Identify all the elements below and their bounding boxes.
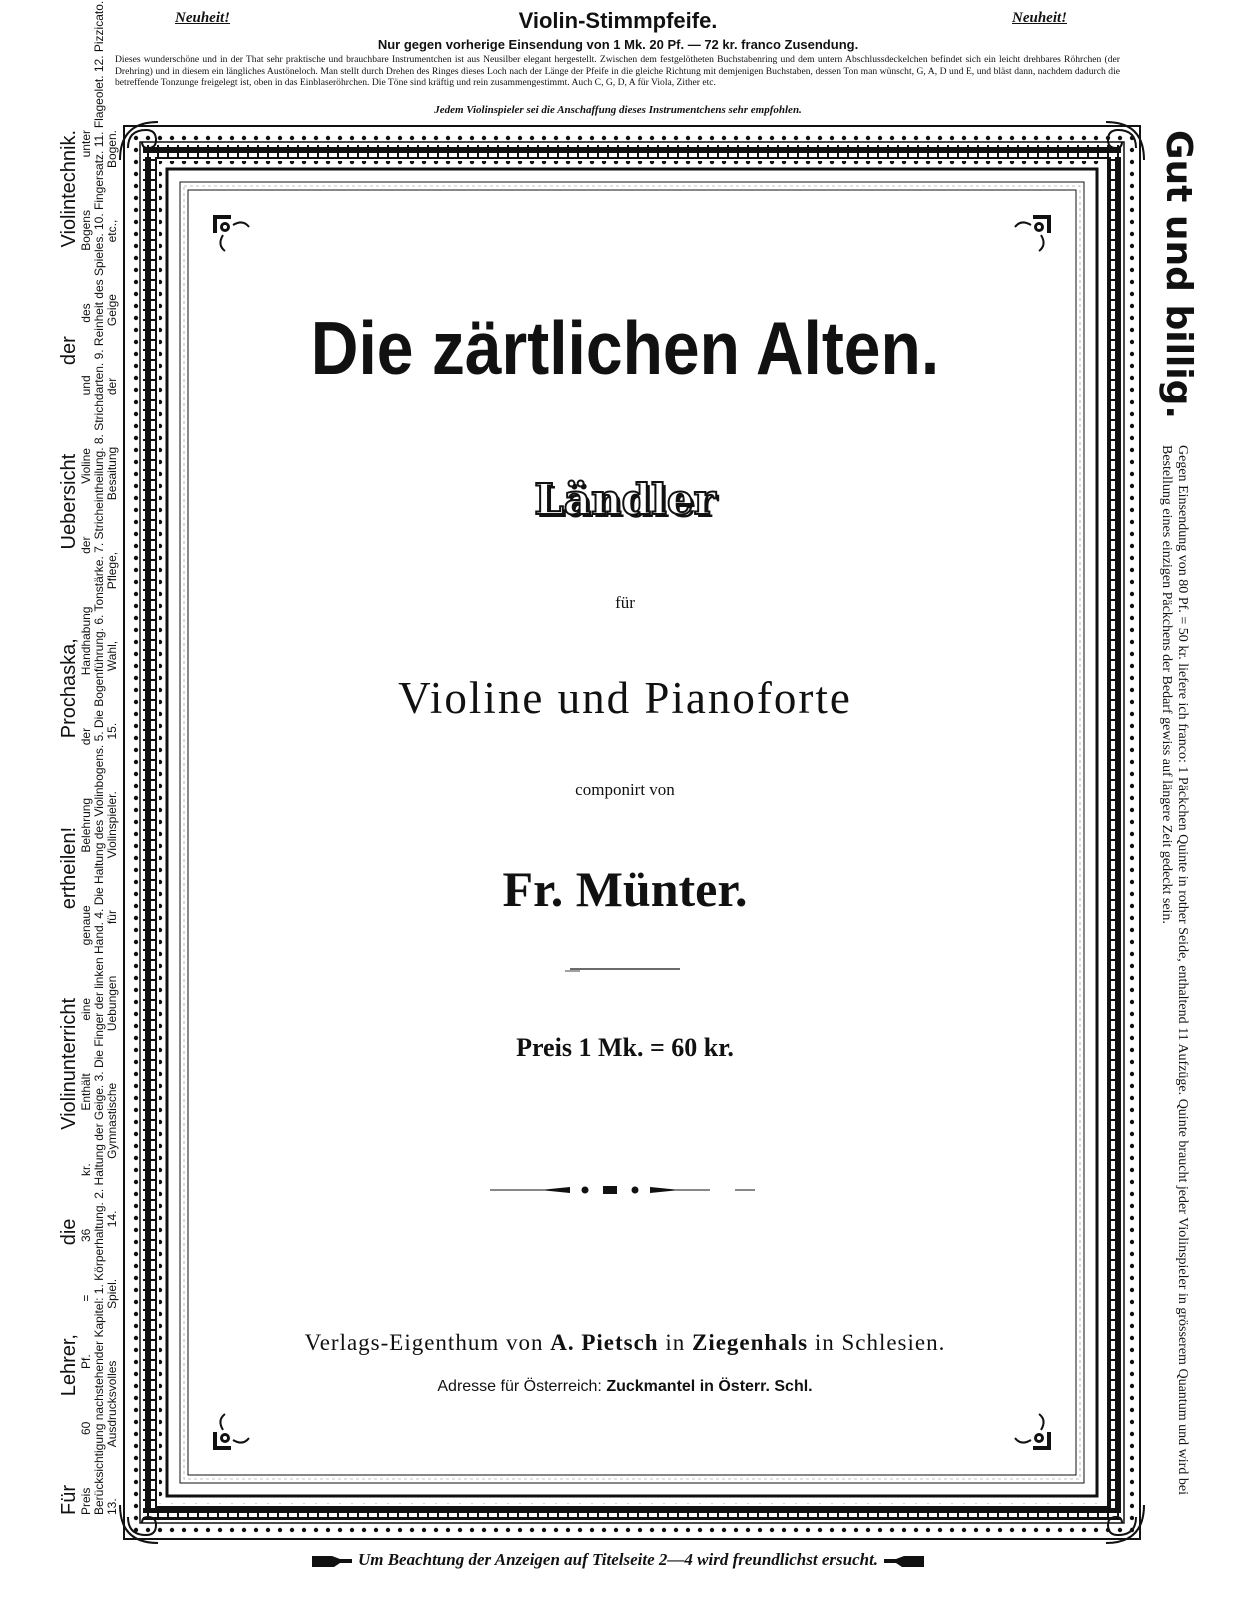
left-ad-line: 13. Ausdrucksvolles Spiel. 14. Gymnastische Uebungen für Violinspieler. 15. Wahl, Pflege, Besaitung der Geige etc., Bogen. <box>105 130 119 1515</box>
divider-rule <box>560 965 685 973</box>
ad-price-line: Nur gegen vorherige Einsendung von 1 Mk. 20 Pf. — 72 kr. franco Zusendung. <box>377 37 859 52</box>
right-ad-headline: Gut und billig. <box>1158 130 1199 420</box>
for-label: für <box>615 593 635 612</box>
publisher-city: Ziegenhals <box>691 1330 809 1355</box>
publisher-line <box>180 1330 1070 1356</box>
bottom-notice-text: Um Beachtung der Anzeigen auf Titelseite 2—4 wird freundlichst ersucht. <box>357 1550 879 1569</box>
ornamental-divider <box>485 1182 760 1198</box>
publisher-region: in Schlesien. <box>814 1330 946 1355</box>
publisher-in: in <box>665 1330 686 1355</box>
left-ad-line: Berücksichtigung nachstehender Kapitel: 1. Körperhaltung. 2. Haltung der Geige. 3. Die Finger der linken Hand. 4. Die Haltung des Violinbogens. 5. Die Bogenführung. 6. Tonstärke. 7. Stricheintheilung. 8. Strichdarten. 9. Reinheit des Spieles. 10. Fingersatz. 11. Flageolet. 12. Pizzicato. <box>92 0 106 1515</box>
left-ad-headline: Für Lehrer, die Violinunterricht ertheilen! Prochaska, Uebersicht der Violintechnik. <box>58 130 80 1515</box>
left-side-advertisement <box>58 0 120 1515</box>
right-ad-body: Gegen Einsendung von 80 Pf. = 50 kr. liefere ich franco: 1 Päckchen Quinte in rother Seide, enthaltend 11 Aufzüge. Quinte braucht jeder Violinspieler in grösserem Quantum und wird bei Bestellung eines einzigen Päckchens der Bedarf gewiss auf längere Zeit gedeckt sein. <box>1159 445 1190 1495</box>
novelty-badge-left: Neuheit! <box>175 10 231 26</box>
ad-recommendation: Jedem Violinspieler sei die Anschaffung dieses Instrumentchens sehr empfohlen. <box>434 104 802 116</box>
address-value: Zuckmantel in Österr. Schl. <box>606 1378 813 1395</box>
cover-subtitle: Ländler <box>534 475 716 524</box>
pointing-hand-icon <box>310 1552 354 1570</box>
instrumentation: Violine und Pianoforte <box>398 673 852 723</box>
composer-name: Fr. Münter. <box>502 861 748 917</box>
pointing-hand-icon <box>882 1552 926 1570</box>
ad-title: Violin-Stimmpfeife. <box>518 8 718 33</box>
address-label: Adresse für Österreich: <box>437 1378 602 1395</box>
ad-description: Dieses wunderschöne und in der That sehr praktische und brauchbare Instrumentchen ist aus Neusilber elegant hergestellt. Zwischen dem festgelötheten Buchstabenring und dem untern Abschlussdeckelchen befindet sich ein leicht drehbares Röhrchen (der Drehring) und in diesem ein längliches Austöneloch. Man stellt durch Drehen des Ringes dieses Loch nach der Länge der Pfeife in die gleiche Richtung mit demjenigen Buchstaben, dessen Ton man wünscht, G, A, D und E, und bläst dann, nachdem dadurch die betreffende Tonzunge freigelegt ist, oben in das Einblaseröhrchen. Die Töne sind kräftig und rein zusammengestimmt. Auch C, G, D, A für Viola, Zither etc. <box>115 54 1120 88</box>
top-advertisement <box>0 0 1236 125</box>
cover-title: Die zärtlichen Alten. <box>310 306 940 390</box>
composed-by-label: componirt von <box>575 780 675 799</box>
publisher-prefix: Verlags-Eigenthum von <box>304 1330 544 1355</box>
bottom-notice <box>0 1550 1236 1570</box>
novelty-badge-right: Neuheit! <box>1012 10 1068 26</box>
price: Preis 1 Mk. = 60 kr. <box>516 1033 734 1062</box>
publisher-name: A. Pietsch <box>550 1330 659 1355</box>
left-ad-line: Preis 60 Pf. = 36 kr. Enthält eine genaue Belehrung der Handhabung der Violine und des Bogens unter <box>79 130 93 1515</box>
austria-address <box>180 1378 1070 1396</box>
